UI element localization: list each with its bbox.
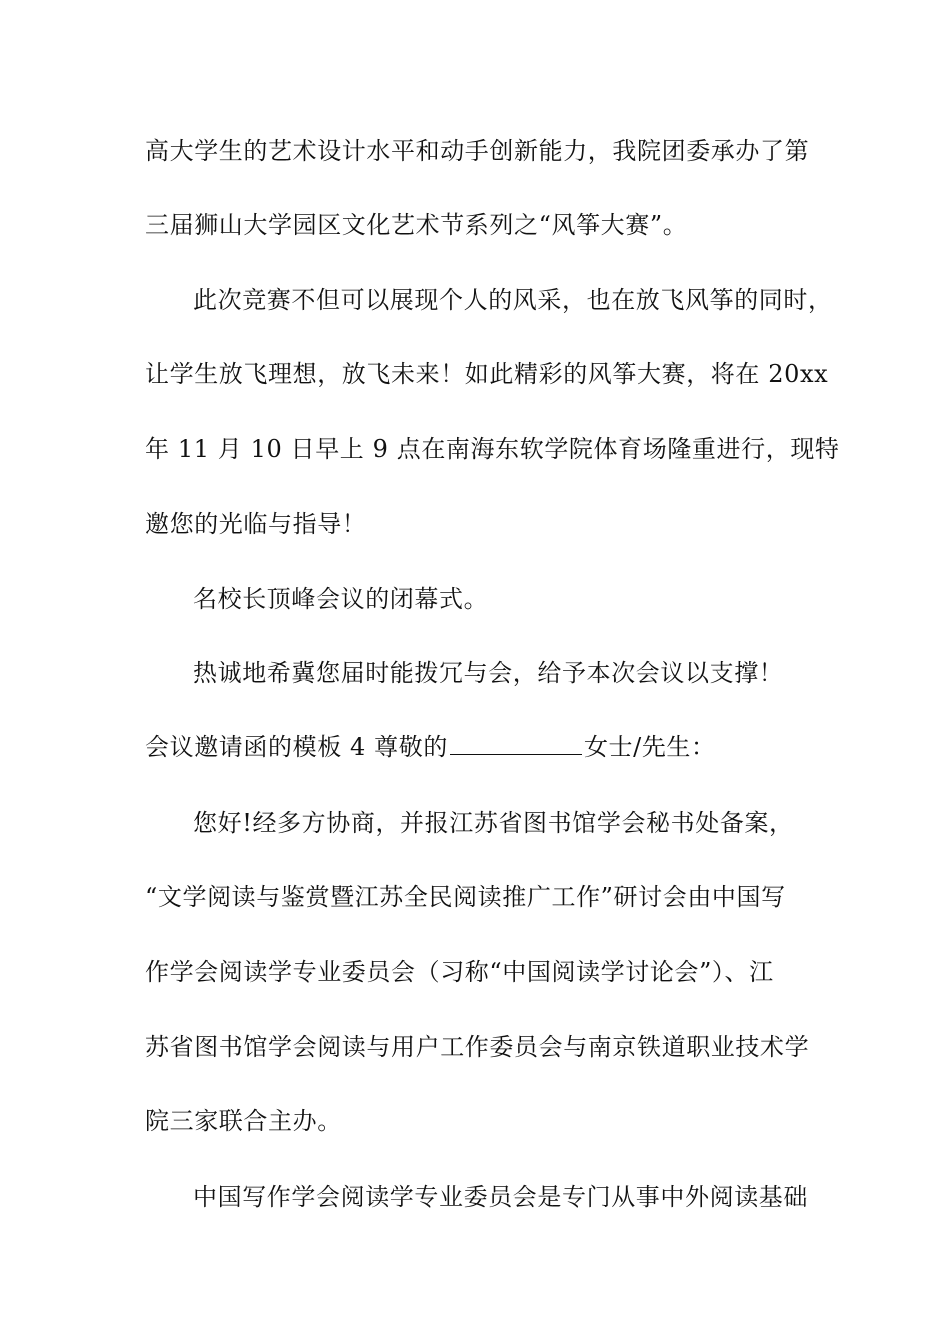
paragraph-line: 热诚地希冀您届时能拨冗与会，给予本次会议以支撑！: [193, 659, 784, 687]
paragraph-line: 您好!经多方协商，并报江苏省图书馆学会秘书处备案，: [193, 809, 794, 837]
paragraph-line: 高大学生的艺术设计水平和动手创新能力，我院团委承办了第: [145, 137, 810, 165]
name-blank: [450, 734, 582, 755]
paragraph-line: 此次竞赛不但可以展现个人的风采，也在放飞风筝的同时，: [193, 286, 833, 314]
paragraph-line: “文学阅读与鉴赏暨江苏全民阅读推广工作”研讨会由中国写: [145, 883, 786, 911]
paragraph-line: 年 11 月 10 日早上 9 点在南海东软学院体育场隆重进行，现特: [145, 435, 840, 463]
salutation-prefix: 会议邀请函的模板 4 尊敬的: [145, 733, 448, 761]
paragraph-line: 作学会阅读学专业委员会（习称“中国阅读学讨论会”）、江: [145, 958, 774, 986]
salutation-line: [145, 731, 716, 763]
paragraph-line: 三届狮山大学园区文化艺术节系列之“风筝大赛”。: [145, 211, 688, 239]
paragraph-line: 院三家联合主办。: [145, 1107, 342, 1135]
paragraph-line: 中国写作学会阅读学专业委员会是专门从事中外阅读基础: [193, 1183, 808, 1211]
paragraph-line: 苏省图书馆学会阅读与用户工作委员会与南京铁道职业技术学: [145, 1033, 810, 1061]
paragraph-line: 让学生放飞理想，放飞未来！如此精彩的风筝大赛，将在 20xx: [145, 360, 829, 388]
paragraph-line: 名校长顶峰会议的闭幕式。: [193, 585, 489, 613]
salutation-suffix: 女士/先生：: [583, 733, 716, 761]
paragraph-line: 邀您的光临与指导！: [145, 510, 367, 538]
